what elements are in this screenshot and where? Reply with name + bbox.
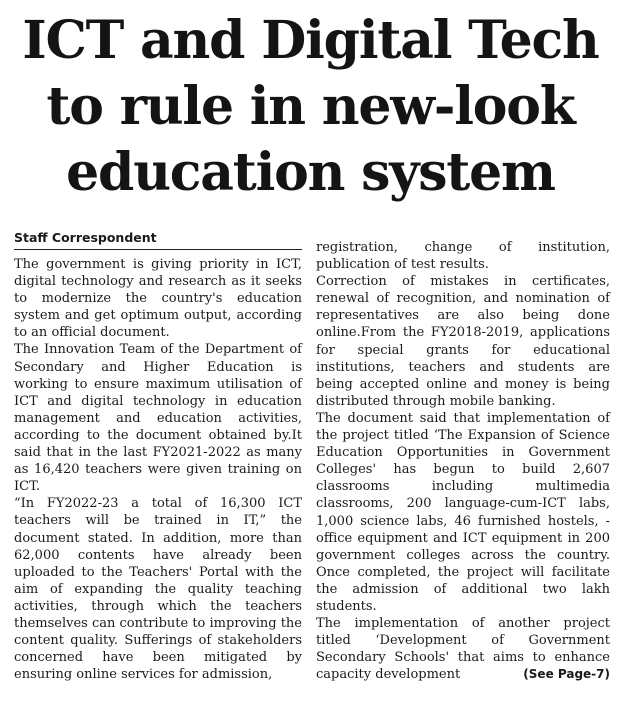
headline-line-3: education system xyxy=(66,142,555,203)
paragraph: Correction of mistakes in certificates, renewal of recognition, and nomination of representatives are also being done online.From the FY2018-2019, applications for special grants for educational institutions, teachers and students are being accepted online and money is being distributed through mobile banking. xyxy=(316,274,610,409)
paragraph: “In FY2022-23 a total of 16,300 ICT teachers will be trained in IT,” the document stated. In addition, more than 62,000 contents have already been uploaded to the Teachers' Portal with the aim of expanding the quality teaching activities, through which the teachers themselves can contribute to improving the content quality. Sufferings of stakeholders concerned have been mitigated by ensuring online services for admission, xyxy=(14,496,302,683)
headline-line-2: to rule in new-look xyxy=(46,76,575,137)
headline-line-1: ICT and Digital Tech xyxy=(22,10,599,71)
byline: Staff Correspondent xyxy=(14,230,302,250)
headline xyxy=(0,8,621,206)
paragraph: The implementation of another project titled ‘Development of Government Secondary Schools' that aims to enhance capacity development xyxy=(316,616,610,683)
see-page-link[interactable]: (See Page-7) xyxy=(523,667,610,682)
paragraph: The Innovation Team of the Department of Secondary and Higher Education is working to ensure maximum utilisation of ICT and digital technology in education management and education activities, according to the document obtained by.It said that in the last FY2021-2022 as many as 16,420 teachers were given training on ICT. xyxy=(14,342,302,495)
paragraph-with-continuation xyxy=(316,615,610,683)
paragraph: registration, change of institution, publication of test results. xyxy=(316,240,610,273)
article-column-left xyxy=(14,230,302,683)
paragraph: The document said that implementation of the project titled ‘The Expansion of Science Education Opportunities in Government Colleges' has begun to build 2,607 classrooms including multimedia classrooms, 200 language-cum-ICT labs, 1,000 science labs, 46 furnished hostels, - office equipment and ICT equipment in 200 government colleges across the country. Once completed, the project will facilitate the admission of additional two lakh students. xyxy=(316,410,610,614)
paragraph: The government is giving priority in ICT, digital technology and research as it seeks to modernize the country's education system and get optimum output, according to an official document. xyxy=(14,257,302,341)
article-column-right xyxy=(316,239,610,683)
